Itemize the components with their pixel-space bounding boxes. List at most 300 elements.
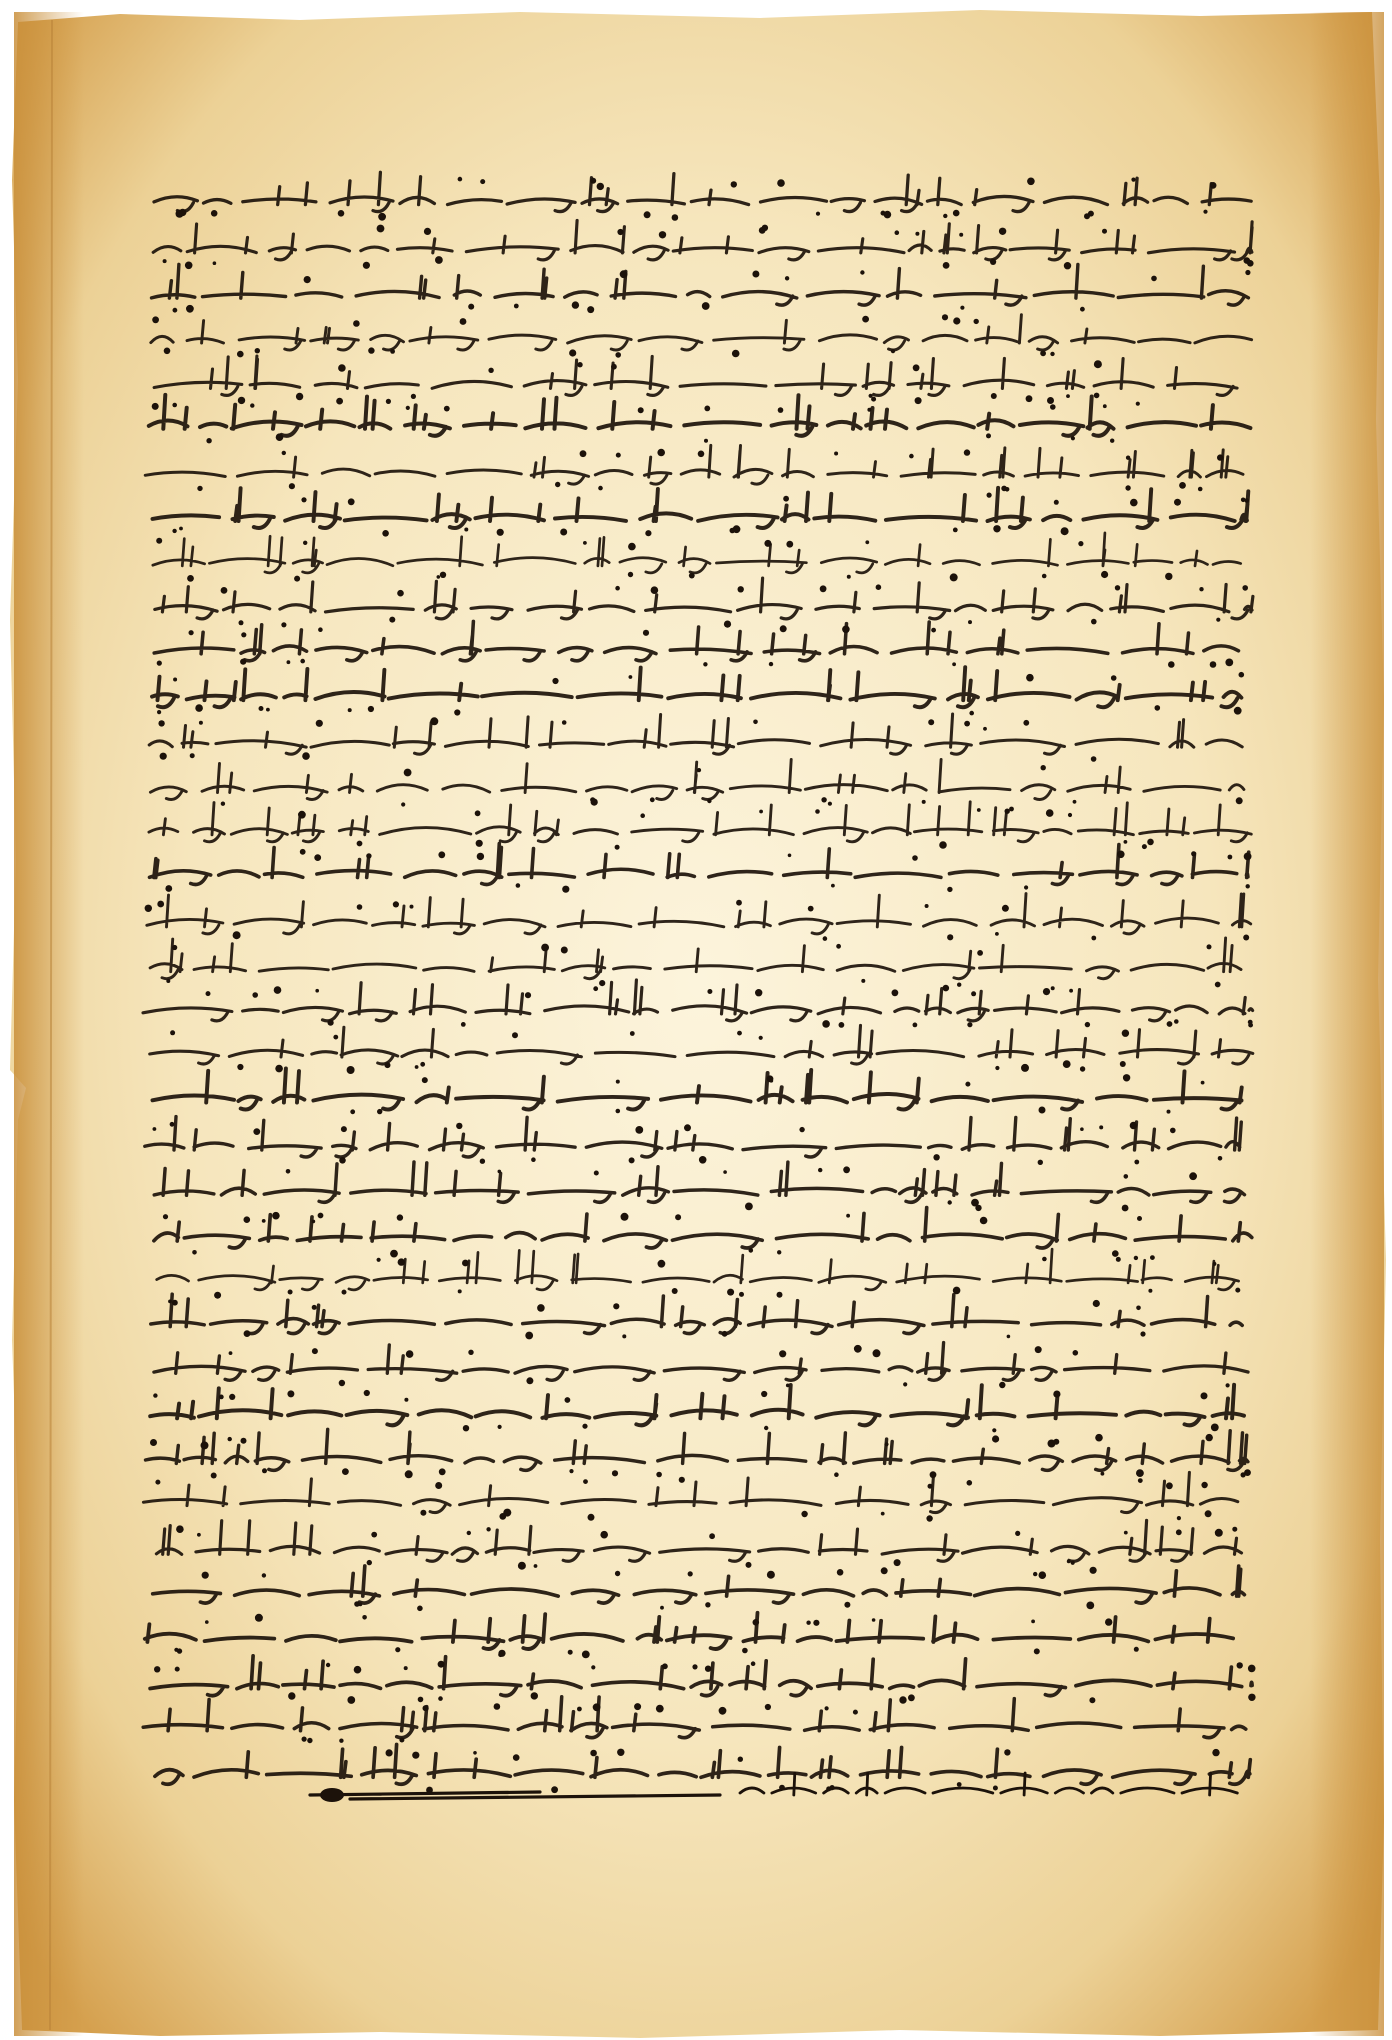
- diacritic-dot: [1066, 394, 1070, 398]
- diacritic-dot: [738, 1757, 743, 1762]
- diacritic-dot: [312, 1348, 318, 1354]
- diacritic-dot: [1050, 404, 1056, 410]
- diacritic-dot: [153, 1393, 157, 1397]
- diacritic-dot: [410, 905, 414, 909]
- diacritic-dot: [473, 1751, 477, 1755]
- diacritic-dot: [1126, 456, 1130, 460]
- diacritic-dot: [456, 1123, 462, 1129]
- diacritic-dot: [1165, 573, 1172, 580]
- diacritic-dot: [577, 362, 582, 367]
- diacritic-dot: [385, 1062, 391, 1068]
- diacritic-dot: [977, 950, 983, 956]
- diacritic-dot: [759, 810, 763, 814]
- diacritic-dot: [477, 853, 484, 860]
- diacritic-dot: [922, 800, 926, 804]
- diacritic-dot: [1015, 1531, 1020, 1536]
- diacritic-dot: [202, 1572, 209, 1579]
- diacritic-dot: [990, 259, 996, 265]
- diacritic-dot: [1167, 1110, 1171, 1114]
- diacritic-dot: [704, 406, 710, 412]
- diacritic-dot: [259, 706, 264, 711]
- diacritic-dot: [1228, 855, 1233, 860]
- diacritic-dot: [1205, 1510, 1212, 1517]
- diacritic-dot: [172, 529, 176, 533]
- diacritic-dot: [913, 1023, 918, 1028]
- diacritic-dot: [513, 1754, 520, 1761]
- diacritic-dot: [354, 1601, 360, 1607]
- diacritic-dot: [166, 979, 170, 983]
- diacritic-dot: [157, 710, 161, 714]
- diacritic-dot: [707, 799, 711, 803]
- diacritic-dot: [255, 348, 260, 353]
- diacritic-dot: [560, 529, 567, 536]
- diacritic-dot: [1067, 1560, 1071, 1564]
- diacritic-dot: [1040, 350, 1046, 356]
- diacritic-dot: [1089, 1697, 1095, 1703]
- diacritic-dot: [1080, 1127, 1084, 1131]
- diacritic-dot: [516, 883, 521, 888]
- diacritic-dot: [987, 493, 992, 498]
- diacritic-dot: [703, 662, 707, 666]
- diacritic-dot: [199, 721, 203, 725]
- diacritic-dot: [1093, 1300, 1100, 1307]
- diacritic-dot: [816, 212, 820, 216]
- diacritic-dot: [736, 900, 742, 906]
- diacritic-dot: [438, 1661, 445, 1668]
- diacritic-dot: [1046, 809, 1054, 817]
- diacritic-dot: [467, 1531, 471, 1535]
- diacritic-dot: [525, 992, 531, 998]
- diacritic-dot: [1063, 1060, 1071, 1068]
- diacritic-dot: [650, 797, 655, 802]
- diacritic-dot: [158, 720, 164, 726]
- diacritic-dot: [993, 525, 1000, 532]
- diacritic-dot: [153, 1127, 157, 1131]
- diacritic-dot: [843, 1166, 850, 1173]
- diacritic-dot: [1071, 436, 1075, 440]
- diacritic-dot: [777, 1292, 783, 1298]
- diacritic-dot: [698, 451, 705, 458]
- diacritic-dot: [552, 678, 558, 684]
- diacritic-dot: [1051, 986, 1055, 990]
- diacritic-dot: [872, 1618, 876, 1622]
- diacritic-dot: [341, 1126, 347, 1132]
- diacritic-dot: [965, 1082, 970, 1087]
- diacritic-dot: [813, 1620, 819, 1626]
- diacritic-dot: [1027, 178, 1035, 186]
- diacritic-dot: [382, 530, 389, 537]
- diacritic-dot: [975, 1205, 981, 1211]
- diacritic-dot: [616, 1109, 621, 1114]
- diacritic-dot: [724, 621, 731, 628]
- diacritic-dot: [583, 541, 587, 545]
- diacritic-dot: [304, 276, 311, 283]
- diacritic-dot: [1112, 1250, 1119, 1257]
- diacritic-dot: [659, 231, 666, 238]
- diacritic-dot: [1041, 765, 1046, 770]
- diacritic-dot: [1130, 1122, 1137, 1129]
- diacritic-dot: [739, 1292, 744, 1297]
- diacritic-dot: [1130, 499, 1138, 507]
- diacritic-dot: [1038, 1160, 1043, 1165]
- diacritic-dot: [992, 1428, 996, 1432]
- diacritic-dot: [806, 1621, 810, 1625]
- diacritic-dot: [820, 585, 827, 592]
- diacritic-dot: [1061, 527, 1069, 535]
- diacritic-dot: [788, 854, 792, 858]
- diacritic-dot: [531, 1157, 536, 1162]
- diacritic-dot: [368, 706, 374, 712]
- diacritic-dot: [697, 768, 701, 772]
- diacritic-dot: [986, 433, 991, 438]
- diacritic-dot: [274, 986, 282, 994]
- diacritic-dot: [912, 855, 918, 861]
- diacritic-dot: [435, 256, 443, 264]
- diacritic-dot: [1024, 885, 1028, 889]
- diacritic-dot: [1248, 1023, 1253, 1028]
- diacritic-dot: [765, 1704, 771, 1710]
- diacritic-dot: [761, 1391, 767, 1397]
- diacritic-dot: [881, 1567, 888, 1574]
- diacritic-dot: [562, 886, 569, 893]
- diacritic-dot: [615, 1571, 620, 1576]
- diacritic-dot: [172, 403, 177, 408]
- diacritic-dot: [593, 986, 598, 991]
- diacritic-dot: [300, 659, 305, 664]
- diacritic-dot: [783, 496, 789, 502]
- diacritic-dot: [731, 181, 737, 187]
- diacritic-dot: [1064, 262, 1071, 269]
- diacritic-dot: [440, 572, 446, 578]
- diacritic-dot: [301, 497, 306, 502]
- diacritic-dot: [1001, 486, 1007, 492]
- diacritic-dot: [928, 719, 934, 725]
- diacritic-dot: [692, 1664, 697, 1669]
- diacritic-dot: [1244, 853, 1252, 861]
- diacritic-dot: [353, 320, 360, 327]
- diacritic-dot: [420, 1510, 426, 1516]
- diacritic-dot: [943, 214, 947, 218]
- diacritic-dot: [704, 439, 708, 443]
- diacritic-dot: [371, 1532, 377, 1538]
- diacritic-dot: [418, 1697, 424, 1703]
- diacritic-dot: [999, 228, 1006, 235]
- diacritic-dot: [861, 979, 865, 983]
- diacritic-dot: [362, 1615, 367, 1620]
- diacritic-dot: [869, 394, 873, 398]
- diacritic-dot: [1203, 210, 1207, 214]
- diacritic-dot: [498, 1650, 505, 1657]
- diacritic-dot: [746, 1562, 752, 1568]
- diacritic-dot: [1134, 1160, 1139, 1165]
- diacritic-dot: [444, 406, 450, 412]
- diacritic-dot: [1211, 1424, 1219, 1432]
- diacritic-dot: [977, 808, 981, 812]
- diacritic-dot: [1080, 307, 1085, 312]
- diacritic-dot: [276, 433, 284, 441]
- diacritic-dot: [253, 1128, 260, 1135]
- diacritic-dot: [960, 306, 964, 310]
- diacritic-dot: [1124, 840, 1128, 844]
- diacritic-dot: [176, 210, 184, 218]
- diacritic-dot: [1226, 1383, 1230, 1387]
- diacritic-dot: [689, 573, 695, 579]
- diacritic-dot: [1091, 936, 1096, 941]
- diacritic-dot: [397, 1214, 403, 1220]
- diacritic-dot: [347, 1696, 355, 1704]
- diacritic-dot: [551, 1786, 558, 1793]
- diacritic-dot: [397, 590, 404, 597]
- diacritic-dot: [786, 541, 793, 548]
- diacritic-dot: [565, 1397, 571, 1403]
- diacritic-dot: [462, 1260, 469, 1267]
- diacritic-dot: [568, 1650, 573, 1655]
- diacritic-dot: [1042, 574, 1047, 579]
- diacritic-dot: [615, 352, 621, 358]
- diacritic-dot: [460, 318, 467, 325]
- diacritic-dot: [1134, 1647, 1139, 1652]
- diacritic-dot: [1179, 482, 1186, 489]
- diacritic-dot: [1090, 1567, 1097, 1574]
- diacritic-dot: [526, 1377, 533, 1384]
- diacritic-dot: [476, 840, 483, 847]
- diacritic-dot: [730, 528, 736, 534]
- diacritic-dot: [555, 482, 560, 487]
- diacritic-dot: [1239, 672, 1245, 678]
- diacritic-dot: [968, 620, 972, 624]
- diacritic-dot: [186, 305, 194, 313]
- diacritic-dot: [638, 407, 644, 413]
- diacritic-dot: [895, 230, 900, 235]
- diacritic-dot: [1125, 485, 1130, 490]
- diacritic-dot: [286, 1169, 291, 1174]
- diacritic-dot: [613, 1303, 619, 1309]
- diacritic-dot: [1206, 1434, 1213, 1441]
- diacritic-dot: [339, 1157, 346, 1164]
- diacritic-dot: [815, 809, 820, 814]
- diacritic-dot: [480, 1159, 485, 1164]
- diacritic-dot: [486, 1527, 490, 1531]
- diacritic-dot: [386, 399, 391, 404]
- diacritic-dot: [300, 849, 306, 855]
- diacritic-dot: [993, 1786, 998, 1791]
- diacritic-dot: [229, 1394, 235, 1400]
- diacritic-dot: [952, 662, 956, 666]
- diacritic-dot: [1105, 1618, 1112, 1625]
- diacritic-dot: [1166, 1482, 1173, 1489]
- diacritic-dot: [943, 262, 950, 269]
- diacritic-dot: [155, 1480, 160, 1485]
- diacritic-dot: [1042, 1257, 1047, 1262]
- diacritic-dot: [438, 1696, 443, 1701]
- diacritic-dot: [1091, 619, 1097, 625]
- diacritic-dot: [338, 364, 346, 372]
- diacritic-dot: [980, 1217, 988, 1225]
- diacritic-dot: [420, 1062, 425, 1067]
- diacritic-dot: [339, 1380, 345, 1386]
- diacritic-dot: [1136, 402, 1140, 406]
- diacritic-dot: [598, 486, 603, 491]
- diacritic-dot: [590, 178, 596, 184]
- diacritic-dot: [1120, 1061, 1126, 1067]
- diacritic-dot: [296, 393, 303, 400]
- diacritic-dot: [197, 1533, 201, 1537]
- diacritic-dot: [1210, 182, 1217, 189]
- diacritic-dot: [211, 1473, 217, 1479]
- diacritic-dot: [737, 1031, 742, 1036]
- diacritic-dot: [438, 851, 445, 858]
- diacritic-dot: [541, 944, 549, 952]
- diacritic-dot: [145, 905, 152, 912]
- diacritic-dot: [401, 802, 405, 806]
- diacritic-dot: [837, 1569, 844, 1576]
- diacritic-dot: [206, 438, 211, 443]
- diacritic-dot: [569, 1469, 573, 1473]
- diacritic-dot: [363, 262, 370, 269]
- diacritic-dot: [1073, 1350, 1079, 1356]
- diacritic-dot: [464, 528, 468, 532]
- diacritic-dot: [818, 1168, 822, 1172]
- diacritic-dot: [366, 853, 371, 858]
- diacritic-dot: [628, 543, 636, 551]
- diacritic-dot: [953, 210, 960, 217]
- diacritic-dot: [688, 1571, 693, 1576]
- diacritic-dot: [991, 393, 997, 399]
- diacritic-dot: [873, 1349, 881, 1357]
- diacritic-dot: [672, 214, 679, 221]
- diacritic-dot: [288, 1290, 293, 1295]
- diacritic-dot: [1201, 1392, 1208, 1399]
- diacritic-dot: [950, 573, 958, 581]
- diacritic-dot: [458, 177, 463, 182]
- diacritic-dot: [424, 228, 431, 235]
- diacritic-dot: [531, 1692, 538, 1699]
- diacritic-dot: [1241, 1472, 1246, 1477]
- diacritic-dot: [163, 259, 167, 263]
- diacritic-dot: [1073, 800, 1077, 804]
- diacritic-dot: [1235, 1288, 1240, 1293]
- diacritic-dot: [205, 1620, 209, 1624]
- diacritic-dot: [390, 349, 395, 354]
- diacritic-dot: [590, 797, 595, 802]
- diacritic-dot: [913, 364, 920, 371]
- diacritic-dot: [197, 486, 202, 491]
- diacritic-dot: [437, 575, 441, 579]
- diacritic-dot: [753, 720, 758, 725]
- diacritic-dot: [971, 991, 976, 996]
- diacritic-dot: [312, 1220, 316, 1224]
- diacritic-dot: [583, 1479, 588, 1484]
- diacritic-dot: [769, 662, 773, 666]
- diacritic-dot: [569, 349, 576, 356]
- diacritic-dot: [1217, 454, 1223, 460]
- diacritic-dot: [594, 1171, 599, 1176]
- diacritic-dot: [599, 980, 605, 986]
- diacritic-dot: [1101, 1472, 1105, 1476]
- diacritic-dot: [854, 1345, 862, 1353]
- diacritic-dot: [412, 1752, 419, 1759]
- diacritic-dot: [939, 841, 947, 849]
- diacritic-dot: [759, 1036, 763, 1040]
- diacritic-dot: [634, 1703, 641, 1710]
- diacritic-dot: [953, 317, 960, 324]
- diacritic-dot: [953, 528, 958, 533]
- diacritic-dot: [933, 1154, 939, 1160]
- diacritic-dot: [1147, 839, 1154, 846]
- diacritic-dot: [823, 936, 828, 941]
- diacritic-dot: [537, 1304, 545, 1312]
- diacritic-dot: [1247, 260, 1254, 267]
- diacritic-dot: [1136, 1306, 1141, 1311]
- diacritic-dot: [221, 587, 228, 594]
- diacritic-dot: [1191, 851, 1196, 856]
- diacritic-dot: [825, 1706, 829, 1710]
- diacritic-dot: [165, 885, 172, 892]
- diacritic-dot: [629, 1157, 635, 1163]
- diacritic-dot: [1080, 1066, 1085, 1071]
- diacritic-dot: [175, 1667, 180, 1672]
- diacritic-dot: [1050, 352, 1054, 356]
- diacritic-dot: [221, 802, 225, 806]
- diacritic-dot: [876, 584, 882, 590]
- diacritic-dot: [702, 302, 710, 310]
- diacritic-dot: [999, 1382, 1005, 1388]
- diacritic-dot: [967, 1480, 973, 1486]
- diacritic-dot: [272, 1212, 280, 1220]
- diacritic-dot: [357, 841, 363, 847]
- diacritic-dot: [404, 1398, 408, 1402]
- diacritic-dot: [1023, 720, 1029, 726]
- diacritic-dot: [617, 229, 623, 235]
- diacritic-dot: [995, 932, 999, 936]
- diacritic-dot: [722, 1331, 728, 1337]
- diacritic-dot: [1248, 1665, 1256, 1673]
- diacritic-dot: [1111, 675, 1117, 681]
- diacritic-dot: [275, 1065, 283, 1073]
- diacritic-dot: [1085, 1022, 1090, 1027]
- diacritic-dot: [488, 368, 493, 373]
- diacritic-dot: [1138, 1478, 1143, 1483]
- diacritic-dot: [170, 1030, 175, 1035]
- diacritic-dot: [266, 708, 270, 712]
- diacritic-dot: [844, 1602, 850, 1608]
- diacritic-dot: [1054, 500, 1059, 505]
- diacritic-dot: [287, 660, 291, 664]
- diacritic-dot: [629, 675, 633, 679]
- diacritic-dot: [1004, 1749, 1010, 1755]
- diacritic-dot: [239, 620, 244, 625]
- diacritic-dot: [454, 709, 460, 715]
- diacritic-dot: [1218, 1156, 1223, 1161]
- diacritic-dot: [241, 1438, 247, 1444]
- diacritic-dot: [406, 406, 410, 410]
- diacritic-dot: [468, 1350, 473, 1355]
- diacritic-dot: [1095, 1434, 1103, 1442]
- diacritic-dot: [834, 452, 838, 456]
- diacritic-dot: [318, 1213, 324, 1219]
- diacritic-dot: [1031, 1620, 1035, 1624]
- diacritic-dot: [1002, 905, 1009, 912]
- diacritic-dot: [214, 1292, 221, 1299]
- diacritic-dot: [333, 1035, 338, 1040]
- diacritic-dot: [1101, 571, 1108, 578]
- diacritic-dot: [969, 711, 974, 716]
- diacritic-dot: [1071, 1561, 1075, 1565]
- diacritic-dot: [1236, 797, 1243, 804]
- diacritic-dot: [964, 449, 970, 455]
- diacritic-dot: [644, 211, 651, 218]
- diacritic-dot: [1201, 1482, 1207, 1488]
